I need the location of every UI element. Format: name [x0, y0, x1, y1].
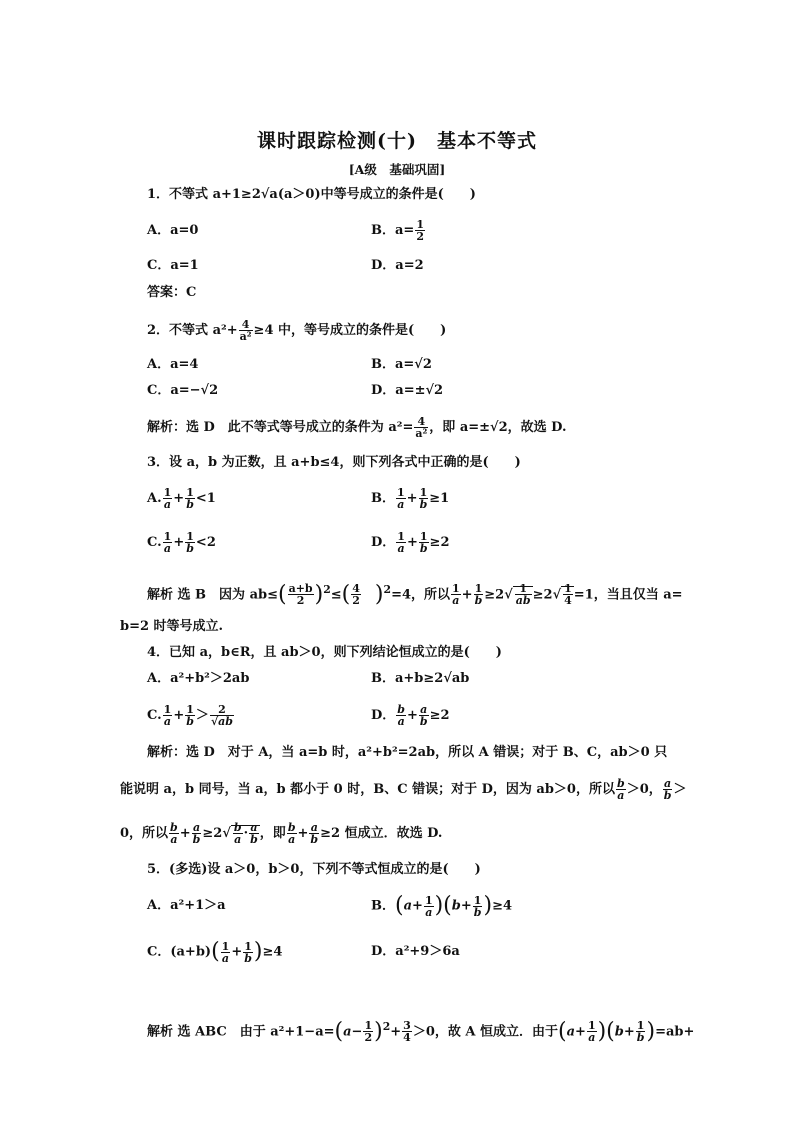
fraction	[249, 822, 259, 845]
fraction-numerator: 4	[414, 416, 428, 428]
fraction	[396, 704, 406, 727]
q5-solution-post: ＞0，故 A 恒成立．由于	[412, 1024, 558, 1040]
option-label: A.	[147, 491, 162, 506]
q4-stem: 4．已知 a，b∈R，且 ab＞0，则下列结论恒成立的是( )	[147, 645, 502, 660]
fraction-numerator: 1	[397, 486, 405, 499]
q3-option-a: A. $\frac{1}{a}$ + $\frac{1}{b}$ <1	[147, 486, 216, 511]
fraction	[221, 941, 231, 964]
fraction-denominator: a	[221, 951, 230, 965]
q2-solution-pre: 解析：选 D 此不等式等号成立的条件为 a²=	[147, 420, 414, 435]
fraction-denominator: 4	[403, 1031, 411, 1045]
fraction-denominator: 2	[416, 230, 424, 243]
fraction-numerator: 1	[163, 486, 172, 499]
fraction-denominator: a	[170, 833, 178, 846]
var-b: b	[451, 898, 461, 914]
option-tail: ≥2	[429, 535, 450, 550]
fraction-denominator: a	[234, 833, 242, 846]
q2-option-c: C．a=−√2	[147, 383, 219, 398]
fraction	[288, 583, 314, 606]
fraction-denominator: b	[419, 542, 428, 555]
fraction	[192, 822, 202, 845]
fraction-numerator: 1	[163, 530, 172, 543]
fraction-denominator: a	[397, 715, 405, 728]
fraction	[185, 531, 195, 554]
fraction-numerator: a	[310, 821, 318, 834]
fraction-denominator: a	[617, 789, 625, 802]
fraction-numerator: 4	[239, 319, 253, 331]
q2-stem-pre: 2．不等式 a²+	[147, 323, 238, 338]
fraction	[419, 704, 429, 727]
fraction-denominator: a	[397, 498, 405, 511]
q3-option-d: D． $\frac{1}{a}$ + $\frac{1}{b}$ ≥2	[371, 530, 450, 555]
fraction-numerator: 1	[397, 530, 405, 543]
fraction-denominator: a	[452, 594, 460, 608]
q4-option-d: D． $\frac{b}{a}$ + $\frac{a}{b}$ ≥2	[371, 703, 450, 728]
q2-option-b: B．a=√2	[371, 357, 432, 372]
q3-stem: 3．设 a，b 为正数，且 a+b≤4，则下列各式中正确的是( )	[147, 455, 521, 470]
page-title: 课时跟踪检测(十) 基本不等式	[257, 130, 537, 152]
fraction	[287, 822, 297, 845]
fraction-denominator: a²	[415, 427, 428, 440]
fraction	[233, 822, 243, 845]
fraction-denominator: b	[473, 905, 482, 919]
q4-solution-line3-mid: ≥2	[202, 826, 223, 841]
fraction-numerator: 1	[564, 582, 572, 596]
fraction-denominator: b	[310, 833, 319, 846]
option-label: D．	[371, 708, 396, 723]
fraction-numerator: 1	[587, 1019, 596, 1033]
q4-option-b: B．a+b≥2√ab	[371, 671, 470, 686]
q1-stem: 1．不等式 a+1≥2√a(a＞0)中等号成立的条件是( )	[147, 187, 476, 202]
fraction	[515, 583, 532, 606]
q3-solution-post1: =4，所以	[391, 587, 451, 603]
fraction-numerator: 3	[403, 1019, 411, 1033]
fraction-denominator: b	[636, 1031, 645, 1045]
fraction	[396, 487, 406, 510]
fraction	[351, 583, 361, 606]
fraction-numerator: 1	[221, 939, 230, 953]
fraction-numerator: 1	[186, 530, 194, 543]
fraction-numerator: a	[664, 777, 672, 790]
fraction-numerator: 4	[352, 582, 360, 596]
fraction-denominator: b	[250, 833, 258, 846]
q3-solution-pre: 解析 选 B 因为 ab≤	[147, 587, 278, 603]
q3-option-c: C. $\frac{1}{a}$ + $\frac{1}{b}$ <2	[147, 530, 216, 555]
option-tail: <1	[195, 491, 216, 506]
var-b: b	[614, 1024, 624, 1040]
option-label: C．(a+b)	[147, 944, 212, 960]
fraction-denominator: ab	[515, 594, 531, 608]
fraction	[163, 704, 173, 727]
fraction-denominator: b	[474, 594, 483, 608]
fraction	[473, 895, 483, 918]
q5-solution-end: =ab+	[655, 1024, 695, 1040]
fraction-denominator: b	[186, 498, 194, 511]
var-a: a	[343, 1024, 352, 1040]
q3-solution-post3: ≥2	[532, 587, 553, 603]
option-tail: ≥1	[429, 491, 450, 506]
fraction	[474, 583, 484, 606]
fraction-denominator: 2	[352, 594, 360, 608]
fraction	[663, 778, 673, 801]
fraction-denominator: b	[419, 498, 428, 511]
fraction-numerator: 1	[515, 583, 532, 595]
q5-solution-plus: +	[390, 1024, 402, 1040]
option-tail: ≥4	[262, 944, 283, 960]
fraction-denominator: a	[163, 542, 172, 555]
q4-solution-line3-end: ≥2 恒成立．故选 D.	[320, 826, 443, 841]
fraction	[587, 1020, 597, 1043]
fraction-numerator: b	[170, 821, 178, 834]
option-tail: ≥4	[492, 898, 513, 914]
fraction-denominator: a	[425, 905, 433, 919]
fraction-denominator: b	[192, 833, 201, 846]
fraction	[402, 1020, 412, 1043]
fraction-numerator: 1	[416, 218, 424, 231]
fraction-numerator: 1	[424, 893, 433, 907]
fraction-numerator: 1	[186, 703, 194, 716]
q1-option-b	[371, 214, 426, 248]
option-label: D．	[371, 535, 396, 550]
q4-solution-line3-pre: 0，所以	[120, 826, 169, 841]
fraction-denominator: a	[397, 542, 405, 555]
q3-solution: 解析 选 B 因为 ab≤( $\frac{a+b}{2}$ )$^2$≤( $\frac{4}{2}$ )$^2$=4，所以 $\frac{1}{a}$ + $\frac{1}{b}$ ≥2√ $\frac{1}{ab}$ ≥2√ $\frac{1}{4}$ =1，当且仅当 a=	[147, 581, 683, 608]
fraction-numerator: a	[420, 703, 428, 716]
fraction-numerator: 1	[364, 1019, 373, 1033]
fraction-denominator: 4	[564, 594, 572, 608]
fraction-denominator: b	[244, 951, 252, 965]
fraction-denominator: a	[163, 498, 172, 511]
q2-option-d: D．a=±√2	[371, 383, 444, 398]
fraction-numerator: 1	[419, 486, 428, 499]
option-label: B．	[371, 491, 395, 506]
fraction	[636, 1020, 646, 1043]
q4-solution-line3: 0，所以 $\frac{b}{a}$ + $\frac{a}{b}$ ≥2√ $\frac{b}{a}$ · $\frac{a}{b}$ ，即 $\frac{b}{a}$ + $\frac{a}{b}$ ≥2 恒成立．故选 D.	[120, 821, 443, 846]
q4-solution-line2-post: ＞0，	[626, 782, 662, 797]
fraction-numerator: 2	[210, 704, 234, 716]
q5-option-a: A．a²+1＞a	[147, 898, 226, 913]
q1-option-d: D．a=2	[371, 258, 424, 273]
q2-solution-post: ，即 a=±√2，故选 D.	[429, 420, 567, 435]
fraction	[169, 822, 179, 845]
fraction-denominator: 2	[364, 1031, 373, 1045]
option-tail: ≥2	[429, 708, 450, 723]
fraction-numerator: 1	[473, 893, 482, 907]
q3-solution-post2: ≥2	[484, 587, 505, 603]
q5-solution-pre: 解析 选 ABC 由于 a²+1−a=	[147, 1024, 335, 1040]
fraction-numerator: 1	[452, 582, 460, 596]
fraction	[419, 487, 429, 510]
q2-stem	[147, 313, 446, 349]
option-label: B．	[371, 898, 395, 914]
fraction-numerator: 1	[636, 1019, 645, 1033]
fraction	[185, 487, 195, 510]
section-heading: [A级 基础巩固]	[348, 162, 446, 177]
fraction-denominator: b	[186, 542, 194, 555]
q1-option-b-text: B．a=	[371, 223, 415, 238]
q1-option-a: A．a=0	[147, 223, 199, 238]
fraction-numerator: 1	[474, 582, 483, 596]
q3-solution-post4: =1，当且仅当 a=	[573, 587, 683, 603]
fraction-numerator: 1	[244, 939, 252, 953]
fraction-denominator: a	[288, 833, 296, 846]
fraction	[419, 531, 429, 554]
fraction-numerator: a+b	[288, 582, 313, 596]
fraction-denominator: √ab	[210, 715, 233, 728]
q4-option-c: C. $\frac{1}{a}$ + $\frac{1}{b}$ ＞ $\frac{2}{√ab}$	[147, 703, 233, 728]
fraction-numerator: b	[397, 703, 405, 716]
fraction	[451, 583, 461, 606]
q4-solution-line1: 解析：选 D 对于 A，当 a=b 时，a²+b²=2ab，所以 A 错误；对于 B、C，ab＞0 只	[147, 745, 668, 760]
q4-solution-line2-pre: 能说明 a，b 同号，当 a，b 都小于 0 时，B、C 错误；对于 D，因为 ab＞0，所以	[120, 782, 615, 797]
fraction	[185, 704, 195, 727]
fraction-numerator: b	[287, 821, 296, 834]
fraction	[243, 941, 253, 964]
fraction	[309, 822, 319, 845]
fraction-denominator: a	[588, 1031, 596, 1045]
fraction-denominator: a	[163, 715, 172, 728]
fraction	[163, 531, 173, 554]
q2-solution	[147, 410, 566, 446]
q2-stem-fraction	[239, 319, 253, 342]
q5-option-d: D．a²+9＞6a	[371, 944, 460, 959]
q5-option-b: B．(a+ $\frac{1}{a}$ )(b+ $\frac{1}{b}$ )≥4	[371, 893, 513, 919]
option-label: C.	[147, 708, 162, 723]
q3-solution-line2: b=2 时等号成立.	[120, 619, 224, 634]
fraction-numerator: a	[192, 821, 201, 834]
fraction	[563, 583, 573, 606]
var-a: a	[403, 898, 413, 914]
fraction-denominator: a²	[239, 330, 252, 343]
fraction-numerator: 1	[163, 703, 172, 716]
q5-stem: 5．(多选)设 a＞0，b＞0，下列不等式恒成立的是( )	[147, 862, 481, 877]
fraction-numerator: 1	[419, 530, 428, 543]
fraction	[163, 487, 173, 510]
fraction-numerator: 1	[186, 486, 194, 499]
fraction	[363, 1020, 373, 1043]
q5-option-c: C．(a+b)( $\frac{1}{a}$ + $\frac{1}{b}$ )≥4	[147, 939, 283, 965]
option-label: C.	[147, 535, 162, 550]
fraction-numerator: a	[250, 821, 258, 834]
q5-solution: 解析 选 ABC 由于 a²+1−a=(a− $\frac{1}{2}$ )$^2$+ $\frac{3}{4}$ ＞0，故 A 恒成立．由于(a+ $\frac{1}{a}$ )(b+ $\frac{1}{b}$ )=ab+	[147, 1018, 695, 1045]
option-tail: <2	[195, 535, 216, 550]
q3-option-b: B． $\frac{1}{a}$ + $\frac{1}{b}$ ≥1	[371, 486, 450, 511]
q4-solution-line2: 能说明 a，b 同号，当 a，b 都小于 0 时，B、C 错误；对于 D，因为 ab＞0，所以 $\frac{b}{a}$ ＞0， $\frac{a}{b}$ ＞	[120, 777, 687, 802]
q4-solution-line3-post: ，即	[259, 826, 286, 841]
fraction	[396, 531, 406, 554]
fraction-denominator: b	[186, 715, 194, 728]
fraction	[424, 895, 434, 918]
q2-stem-post: ≥4 中，等号成立的条件是( )	[253, 323, 447, 338]
fraction	[210, 704, 234, 727]
q2-option-a: A．a=4	[147, 357, 199, 372]
fraction-denominator: 2	[296, 594, 305, 608]
q1-option-c: C．a=1	[147, 258, 199, 273]
fraction-numerator: b	[616, 777, 625, 790]
q1-option-b-fraction	[415, 219, 425, 242]
q2-solution-fraction	[414, 416, 428, 439]
var-a: a	[566, 1024, 576, 1040]
q1-answer: 答案：C	[147, 285, 197, 300]
fraction-denominator: b	[419, 715, 428, 728]
fraction-denominator: b	[663, 789, 672, 802]
fraction-numerator: b	[233, 821, 242, 834]
fraction	[616, 778, 626, 801]
q4-option-a: A．a²+b²＞2ab	[147, 671, 250, 686]
